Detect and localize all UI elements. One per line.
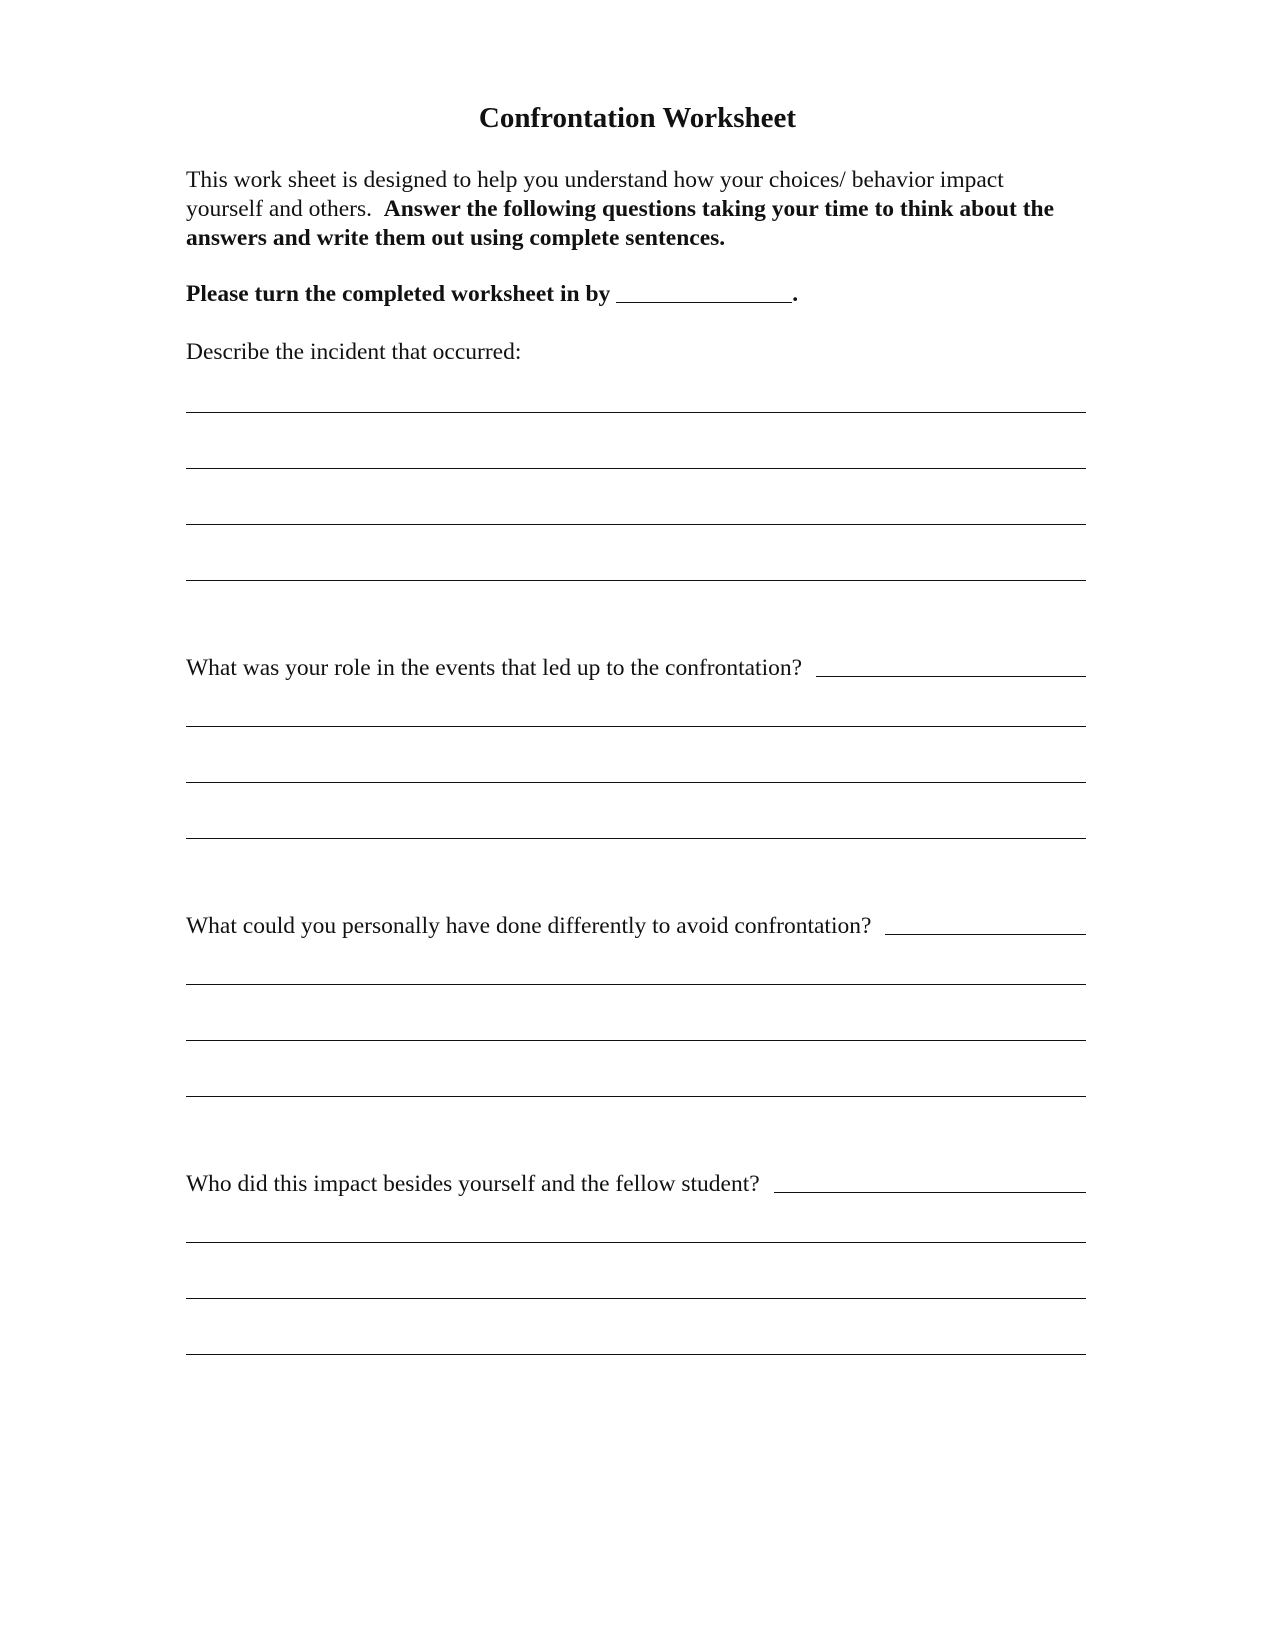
answer-line-1-3[interactable] bbox=[186, 524, 1086, 525]
due-date-line bbox=[186, 280, 798, 309]
due-date-label: Please turn the completed worksheet in by bbox=[186, 281, 611, 307]
answer-line-4-2[interactable] bbox=[186, 1298, 1086, 1299]
intro-bold-text: Answer the following questions taking your time to think about the answers and write them out using complete sentences. bbox=[186, 196, 1055, 251]
question-3-text: What could you personally have done differently to avoid confrontation? bbox=[186, 913, 872, 939]
answer-line-1-4[interactable] bbox=[186, 580, 1086, 581]
page-title: Confrontation Worksheet bbox=[478, 102, 797, 134]
answer-line-2-2[interactable] bbox=[186, 782, 1086, 783]
answer-line-3-2[interactable] bbox=[186, 1040, 1086, 1041]
question-3 bbox=[186, 912, 1086, 941]
question-2-inline-blank[interactable] bbox=[816, 656, 1086, 677]
question-2 bbox=[186, 654, 1086, 683]
question-2-text: What was your role in the events that led up to the confrontation? bbox=[186, 655, 803, 681]
intro-paragraph bbox=[186, 166, 1086, 253]
question-4-inline-blank[interactable] bbox=[774, 1172, 1086, 1193]
answer-line-2-3[interactable] bbox=[186, 838, 1086, 839]
answer-line-4-3[interactable] bbox=[186, 1354, 1086, 1355]
answer-line-3-3[interactable] bbox=[186, 1096, 1086, 1097]
answer-line-4-1[interactable] bbox=[186, 1242, 1086, 1243]
answer-line-2-1[interactable] bbox=[186, 726, 1086, 727]
answer-line-3-1[interactable] bbox=[186, 984, 1086, 985]
intro-plain-text: This work sheet is designed to help you understand how your choices/ behavior impact yourself and others. bbox=[186, 167, 1004, 222]
answer-line-1-2[interactable] bbox=[186, 468, 1086, 469]
due-date-blank[interactable] bbox=[616, 282, 792, 303]
question-1 bbox=[186, 338, 1086, 367]
question-4 bbox=[186, 1170, 1086, 1199]
due-date-suffix: . bbox=[792, 281, 799, 307]
question-3-inline-blank[interactable] bbox=[885, 914, 1086, 935]
question-4-text: Who did this impact besides yourself and the fellow student? bbox=[186, 1171, 760, 1197]
answer-line-1-1[interactable] bbox=[186, 412, 1086, 413]
question-1-text: Describe the incident that occurred: bbox=[186, 339, 522, 365]
